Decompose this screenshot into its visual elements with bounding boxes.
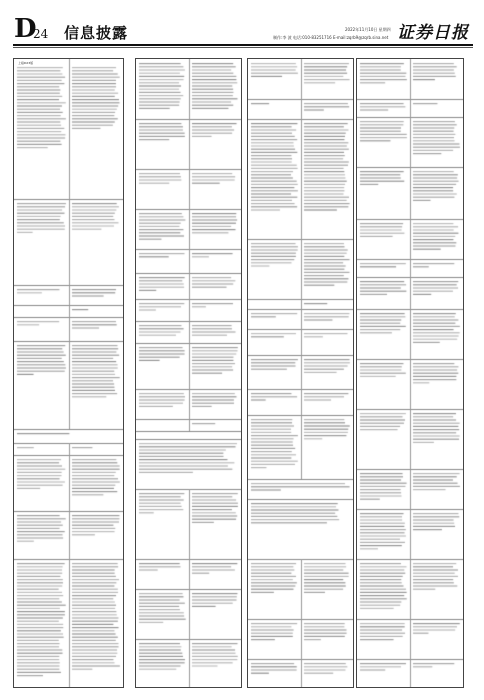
text-block-canvas: [136, 59, 241, 687]
text-block-canvas: [357, 59, 463, 687]
header-rule-thin: [13, 47, 473, 48]
page-header: [0, 0, 484, 46]
issue-date: 2022年11月10日 星期四: [345, 27, 391, 32]
section-number: 24: [33, 27, 49, 41]
section-letter: D: [14, 14, 37, 44]
editor-contact: 制作:李 波 电话:010-83251716 E-mail:zqrb9@zqrb.sina.net: [273, 35, 389, 40]
text-block-canvas: [14, 59, 123, 687]
column-2: [135, 58, 242, 688]
newspaper-logo: 证券日报: [397, 23, 469, 43]
column-4: [356, 58, 464, 688]
section-title: 信息披露: [64, 24, 129, 42]
column-1: [13, 58, 124, 688]
text-block-canvas: [248, 59, 353, 687]
column-3: [247, 58, 354, 688]
header-rule: [13, 44, 473, 46]
